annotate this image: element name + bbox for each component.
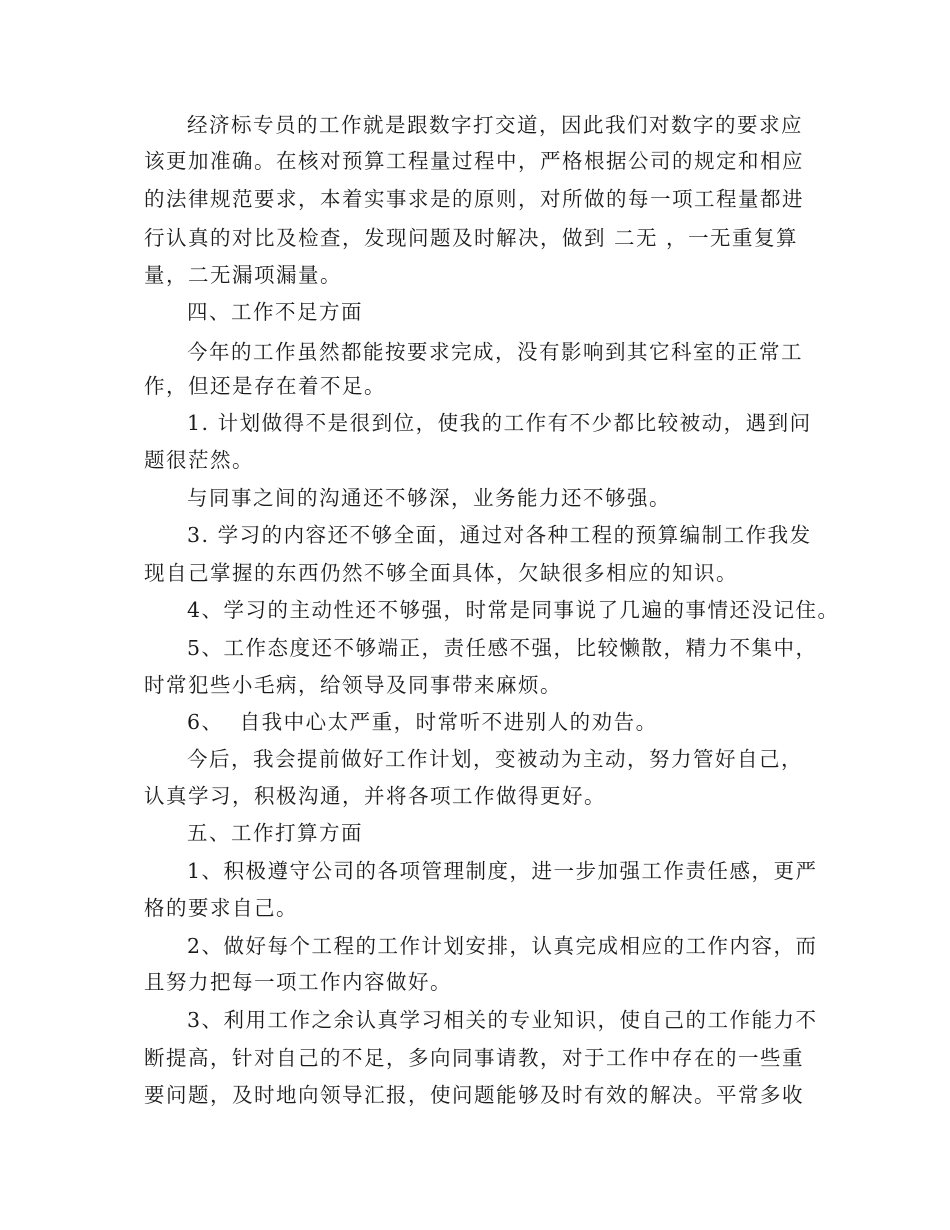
text-line: 3、利用工作之余认真学习相关的专业知识，使自己的工作能力不: [187, 1008, 818, 1032]
text-line: 2、做好每个工程的工作计划安排，认真完成相应的工作内容，而: [187, 934, 818, 958]
section-heading: 五、工作打算方面: [187, 821, 363, 845]
text-line: 现自己掌握的东西仍然不够全面具体，欠缺很多相应的知识。: [144, 561, 738, 585]
text-line: 4、学习的主动性还不够强，时常是同事说了几遍的事情还没记住。: [187, 598, 840, 622]
text-line: 经济标专员的工作就是跟数字打交道，因此我们对数字的要求应: [187, 113, 803, 137]
text-line: 该更加准确。在核对预算工程量过程中，严格根据公司的规定和相应: [144, 149, 804, 173]
text-line: 断提高，针对自己的不足，多向同事请教，对于工作中存在的一些重: [144, 1046, 804, 1070]
text-line: 今年的工作虽然都能按要求完成，没有影响到其它科室的正常工: [187, 340, 803, 364]
text-line: 3. 学习的内容还不够全面，通过对各种工程的预算编制工作我发: [187, 523, 812, 547]
text-line: 6、 自我中心太严重，时常听不进别人的劝告。: [187, 710, 658, 734]
text-line: 与同事之间的沟通还不够深，业务能力还不够强。: [187, 486, 671, 510]
text-line: 1. 计划做得不是很到位，使我的工作有不少都比较被动，遇到问: [187, 411, 812, 435]
text-line: 的法律规范要求，本着实事求是的原则，对所做的每一项工程量都进: [144, 187, 804, 211]
text-line: 格的要求自己。: [144, 896, 298, 920]
text-line: 作，但还是存在着不足。: [144, 374, 386, 398]
text-line: 认真学习，积极沟通，并将各项工作做得更好。: [144, 784, 606, 808]
text-line: 要问题，及时地向领导汇报，使问题能够及时有效的解决。平常多收: [144, 1083, 804, 1107]
text-line: 时常犯些小毛病，给领导及同事带来麻烦。: [144, 673, 562, 697]
text-line: 题很茫然。: [144, 448, 254, 472]
text-line: 1、积极遵守公司的各项管理制度，进一步加强工作责任感，更严: [187, 859, 818, 883]
text-line: 行认真的对比及检查，发现问题及时解决，做到 二无 ，一无重复算: [144, 226, 799, 250]
section-heading: 四、工作不足方面: [187, 300, 363, 324]
text-line: 5、工作态度还不够端正，责任感不强，比较懒散，精力不集中，: [187, 636, 818, 660]
text-line: 量，二无漏项漏量。: [144, 263, 342, 287]
text-line: 今后，我会提前做好工作计划，变被动为主动，努力管好自己，: [187, 747, 803, 771]
text-line: 且努力把每一项工作内容做好。: [144, 970, 452, 994]
